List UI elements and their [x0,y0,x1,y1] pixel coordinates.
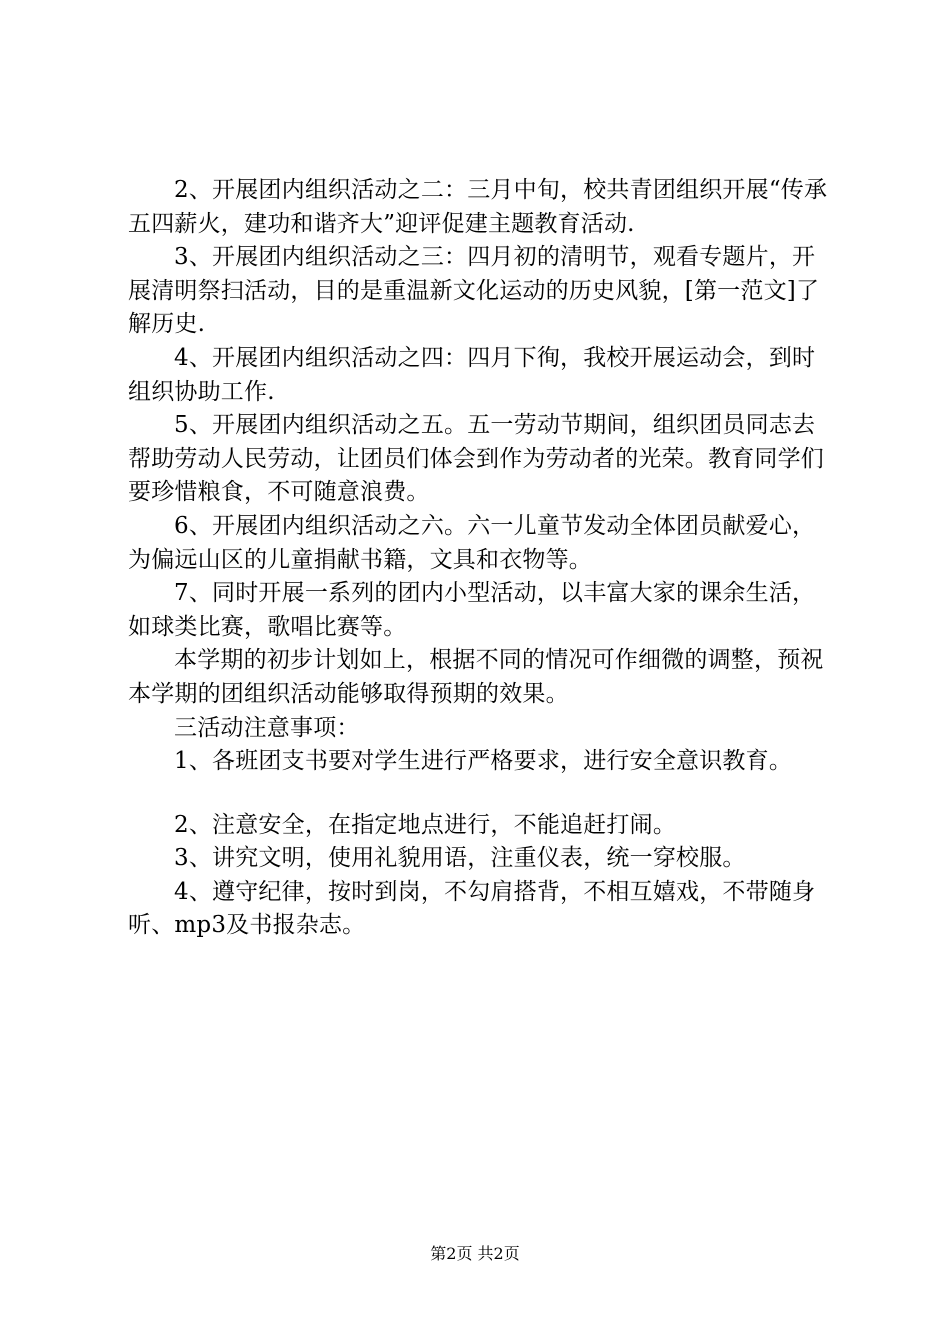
document-body [128,174,838,943]
paragraph-activity-4: 4、开展团内组织活动之四：四月下徇，我校开展运动会，到时组织协助工作. [128,344,816,405]
paragraph-activity-6: 6、开展团内组织活动之六。六一儿童节发动全体团员献爱心，为偏远山区的儿童捐献书籍，文具和衣物等。 [128,512,816,573]
paragraph-activity-3: 3、开展团内组织活动之三：四月初的清明节，观看专题片，开展清明祭扫活动，目的是重温新文化运动的历史风貌，[第一范文]了解历史. [128,244,820,338]
paragraph-activity-5: 5、开展团内组织活动之五。五一劳动节期间，组织团员同志去帮助劳动人民劳动，让团员们体会到作为劳动者的光荣。教育同学们要珍惜粮食，不可随意浪费。 [128,412,824,506]
paragraph-summary: 本学期的初步计划如上，根据不同的情况可作细微的调整，预祝本学期的团组织活动能够取得预期的效果。 [128,647,824,707]
page-footer: 第2页 共2页 [430,1244,520,1263]
paragraph-note-4: 4、遵守纪律，按时到岗，不勾肩搭背，不相互嬉戏，不带随身听、mp3及书报杂志。 [128,878,816,939]
paragraph-note-1: 1、各班团支书要对学生进行严格要求，进行安全意识教育。 [174,748,793,775]
paragraph-note-2: 2、注意安全，在指定地点进行，不能追赶打闹。 [174,811,677,838]
section-heading-notes: 三活动注意事项： [174,714,360,741]
paragraph-activity-7: 7、同时开展一系列的团内小型活动，以丰富大家的课余生活，如球类比赛，歌唱比赛等。 [128,580,816,640]
paragraph-note-3: 3、讲究文明，使用礼貌用语，注重仪表，统一穿校服。 [174,845,746,872]
paragraph-activity-2: 2、开展团内组织活动之二：三月中旬，校共青团组织开展“传承五四薪火，建功和谐齐大”迎评促建主题教育活动. [128,177,828,237]
